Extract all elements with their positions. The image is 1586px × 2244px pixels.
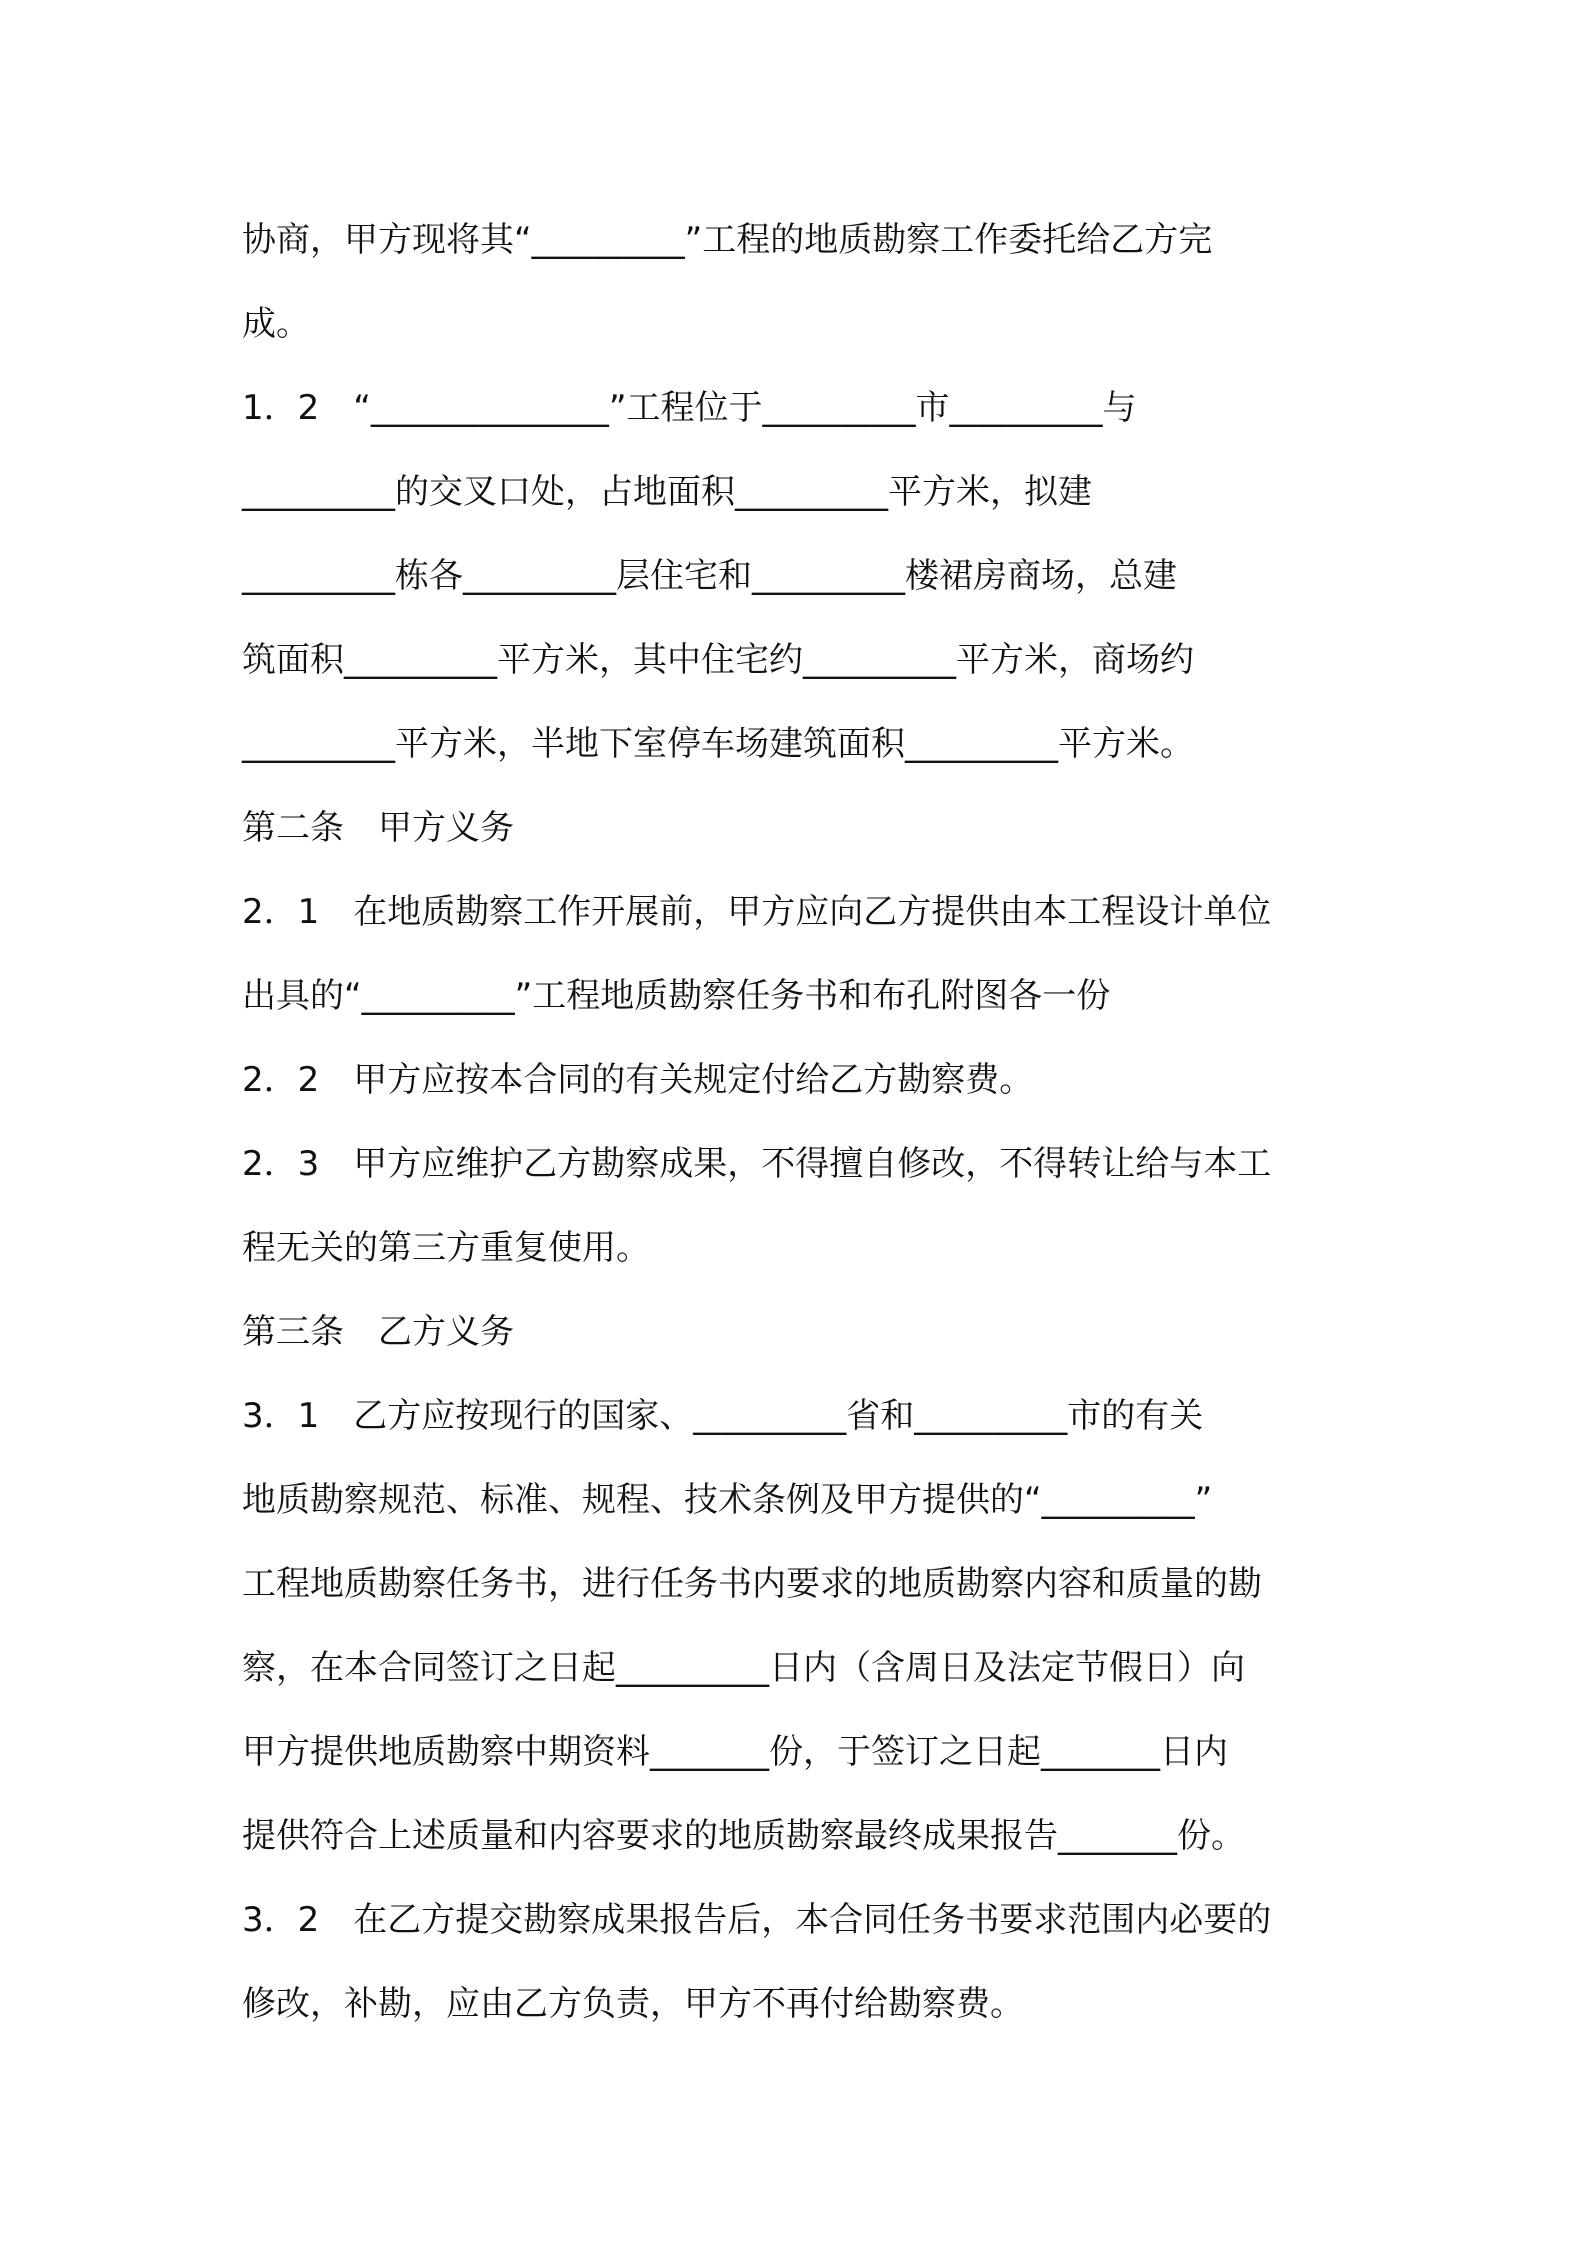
clause-1-2: 1．2 “______________”工程位于_________市_________与 <box>242 388 1137 428</box>
text-line-16: 地质勘察规范、标准、规程、技术条例及甲方提供的“_________” <box>242 1480 1213 1520</box>
text-line-7: _________平方米，半地下室停车场建筑面积_________平方米。 <box>242 724 1194 764</box>
contract-body <box>242 198 1362 2046</box>
clause-2-3: 2．3 甲方应维护乙方勘察成果，不得擅自修改，不得转让给与本工 <box>242 1144 1272 1184</box>
clause-3-2: 3．2 在乙方提交勘察成果报告后，本合同任务书要求范围内必要的 <box>242 1900 1272 1940</box>
text-line-22: 修改，补勘，应由乙方负责，甲方不再付给勘察费。 <box>242 1984 1024 2024</box>
text-line-1: 协商，甲方现将其“_________”工程的地质勘察工作委托给乙方完 <box>242 220 1213 260</box>
text-line-6: 筑面积_________平方米，其中住宅约_________平方米，商场约 <box>242 640 1194 680</box>
text-line-13: 程无关的第三方重复使用。 <box>242 1228 650 1268</box>
article-2-heading: 第二条 甲方义务 <box>242 808 514 848</box>
text-line-5: _________栋各_________层住宅和_________楼裙房商场，总建 <box>242 556 1177 596</box>
text-line-2: 成。 <box>242 304 310 344</box>
clause-2-1: 2．1 在地质勘察工作开展前，甲方应向乙方提供由本工程设计单位 <box>242 892 1272 932</box>
article-3-heading: 第三条 乙方义务 <box>242 1312 514 1352</box>
text-line-20: 提供符合上述质量和内容要求的地质勘察最终成果报告_______份。 <box>242 1816 1245 1856</box>
text-line-10: 出具的“_________”工程地质勘察任务书和布孔附图各一份 <box>242 976 1111 1016</box>
clause-3-1: 3．1 乙方应按现行的国家、_________省和_________市的有关 <box>242 1396 1204 1436</box>
clause-2-2: 2．2 甲方应按本合同的有关规定付给乙方勘察费。 <box>242 1060 1034 1100</box>
text-line-18: 察，在本合同签订之日起_________日内（含周日及法定节假日）向 <box>242 1648 1245 1688</box>
text-line-17: 工程地质勘察任务书，进行任务书内要求的地质勘察内容和质量的勘 <box>242 1564 1262 1604</box>
text-line-4: _________的交叉口处，占地面积_________平方米，拟建 <box>242 472 1092 512</box>
text-line-19: 甲方提供地质勘察中期资料_______份，于签订之日起_______日内 <box>242 1732 1228 1772</box>
